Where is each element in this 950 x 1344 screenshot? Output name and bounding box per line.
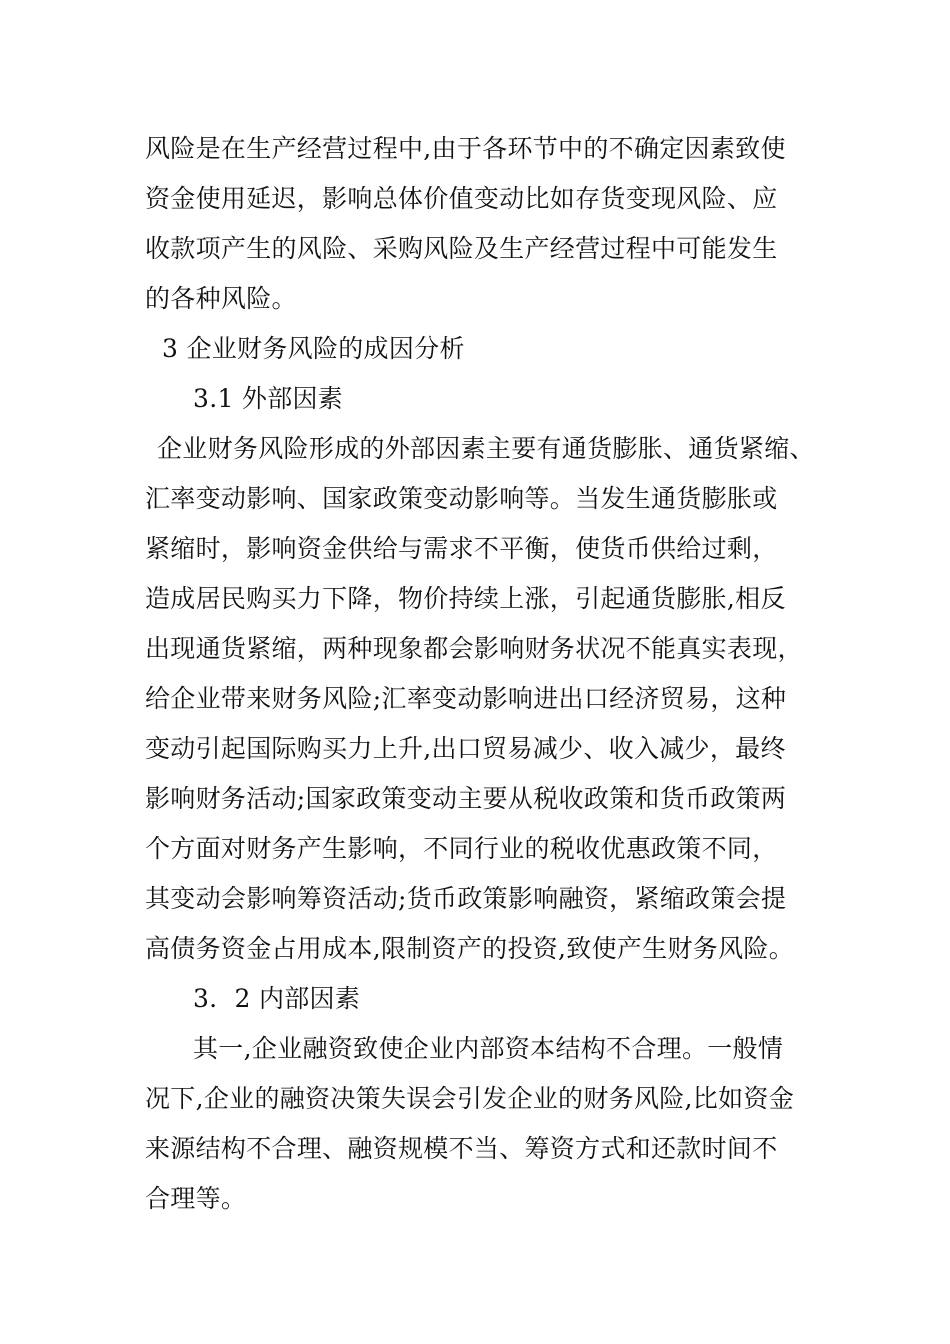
paragraph-line: 高债务资金占用成本,限制资产的投资,致使产生财务风险。 <box>145 934 794 963</box>
paragraph-line: 汇率变动影响、国家政策变动影响等。当发生通货膨胀或 <box>145 484 778 513</box>
paragraph-line: 变动引起国际购买力上升,出口贸易减少、收入减少，最终 <box>145 734 786 763</box>
paragraph-line: 企业财务风险形成的外部因素主要有通货膨胀、通货紧缩、 <box>157 434 815 463</box>
paragraph-line: 给企业带来财务风险;汇率变动影响进出口经济贸易，这种 <box>145 684 787 713</box>
paragraph-line: 收款项产生的风险、采购风险及生产经营过程中可能发生 <box>145 234 778 263</box>
subsection-heading: 3．2 内部因素 <box>193 984 361 1013</box>
subsection-heading: 3.1 外部因素 <box>193 384 344 413</box>
paragraph-line: 影响财务活动;国家政策变动主要从税收政策和货币政策两 <box>145 784 787 813</box>
section-heading: 3 企业财务风险的成因分析 <box>162 334 465 363</box>
paragraph-line: 的各种风险。 <box>145 284 297 313</box>
paragraph-line: 紧缩时，影响资金供给与需求不平衡，使货币供给过剩， <box>145 534 778 563</box>
paragraph-line: 风险是在生产经营过程中,由于各环节中的不确定因素致使 <box>145 134 786 163</box>
paragraph-line: 个方面对财务产生影响，不同行业的税收优惠政策不同， <box>145 834 778 863</box>
paragraph-line: 合理等。 <box>145 1184 247 1213</box>
paragraph-line: 其一,企业融资致使企业内部资本结构不合理。一般情 <box>193 1034 784 1063</box>
paragraph-line: 资金使用延迟，影响总体价值变动比如存货变现风险、应 <box>145 184 778 213</box>
paragraph-line: 来源结构不合理、融资规模不当、筹资方式和还款时间不 <box>145 1134 778 1163</box>
paragraph-line: 造成居民购买力下降，物价持续上涨，引起通货膨胀,相反 <box>145 584 786 613</box>
paragraph-line: 出现通货紧缩，两种现象都会影响财务状况不能真实表现， <box>145 634 803 663</box>
paragraph-line: 其变动会影响筹资活动;货币政策影响融资，紧缩政策会提 <box>145 884 787 913</box>
paragraph-line: 况下,企业的融资决策失误会引发企业的财务风险,比如资金 <box>145 1084 794 1113</box>
